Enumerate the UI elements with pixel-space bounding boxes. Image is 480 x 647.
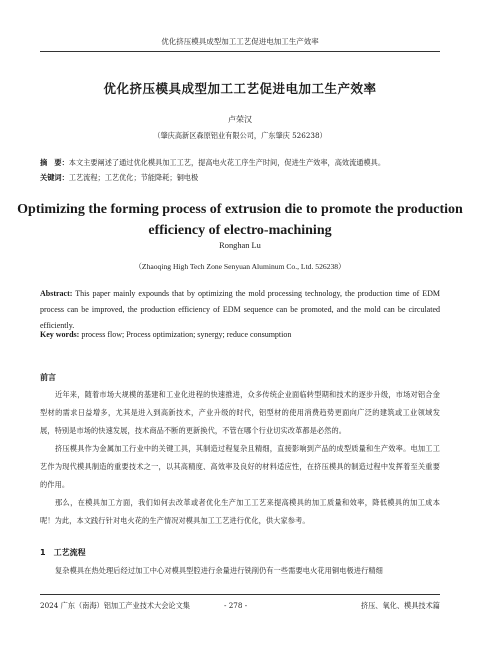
chinese-abstract xyxy=(40,158,385,168)
english-keywords-text: process flow; Process optimization; synergy; reduce consumption xyxy=(79,330,292,339)
footer-right: 挤压、氧化、模具技术篇 xyxy=(360,601,440,610)
english-author: Ronghan Lu xyxy=(219,241,261,250)
page-number: - 278 - xyxy=(224,601,248,610)
header-rule xyxy=(40,51,440,52)
english-keywords xyxy=(40,330,291,339)
footer-left: 2024 广东（南海）铝加工产业技术大会论文集 xyxy=(40,601,190,610)
english-abstract-text: This paper mainly expounds that by optimizing the mold processing technology, the production time of EDM process can be improved, the production efficiency of EDM sequence can be promoted, and the mold can be circulated efficiently. xyxy=(40,289,440,330)
english-abstract-label: Abstract: xyxy=(40,289,73,298)
english-title: Optimizing the forming process of extrusion die to promote the production efficiency of electro-machining xyxy=(17,202,463,238)
chinese-author: 卢荣汉 xyxy=(228,115,252,124)
running-head: 优化挤压模具成型加工工艺促进电加工生产效率 xyxy=(161,37,319,46)
english-abstract xyxy=(40,286,440,334)
foreword-paragraph-2: 挤压模具作为金属加工行业中的关键工具，其制造过程复杂且精细，直接影响到产品的成型质量和生产效率。电加工工艺作为现代模具制造的重要技术之一，以其高精度、高效率及良好的材料适应性，在挤压模具的制造过程中发挥着至关重要的作用。 xyxy=(40,444,440,489)
footer-rule xyxy=(40,594,440,595)
english-affiliation: （Zhaoqing High Tech Zone Senyuan Aluminum Co., Ltd. 526238） xyxy=(134,262,346,271)
chinese-affiliation: （肇庆高新区森原铝业有限公司，广东肇庆 526238） xyxy=(153,131,327,140)
foreword-heading: 前言 xyxy=(40,373,56,382)
chinese-keywords-label: 关键词： xyxy=(40,173,69,182)
foreword-paragraph-3: 那么，在模具加工方面，我们如何去改革或者优化生产加工工艺来提高模具的加工质量和效率，降低模具的加工成本呢！为此，本文践行针对电火花的生产情况对模具加工工艺进行优化，供大家参考。 xyxy=(40,498,440,525)
chinese-title: 优化挤压模具成型加工工艺促进电加工生产效率 xyxy=(103,81,377,96)
chinese-abstract-label: 摘 要： xyxy=(40,158,69,167)
chinese-abstract-text: 本文主要阐述了通过优化模具加工工艺，提高电火花工序生产时间，促进生产效率，高效流通模具。 xyxy=(68,158,386,167)
foreword-paragraph-1: 近年来，随着市场大规模的基建和工业化进程的快速推进，众多传统企业面临转型期和技术的逐步升级，市场对铝合金型材的需求日益增多，尤其是进入到高新技术，产业升级的时代，铝型材的使用消费趋势更面向广泛的建筑或工业领域发展，特别是市场的快速发展，技术商品不断的更新换代，不管在哪个行业切实改革都是必然的。 xyxy=(40,390,440,435)
chinese-keywords xyxy=(40,173,198,183)
section-1-paragraph-1: 复杂模具在热处理后经过加工中心对模具型腔进行余量进行铣削仍有一些需要电火花用铜电极进行精细 xyxy=(55,566,383,575)
section-1-heading: 1 工艺流程 xyxy=(40,548,86,557)
chinese-keywords-text: 工艺流程；工艺优化；节能降耗；铜电极 xyxy=(68,173,199,182)
english-keywords-label: Key words: xyxy=(40,330,80,339)
